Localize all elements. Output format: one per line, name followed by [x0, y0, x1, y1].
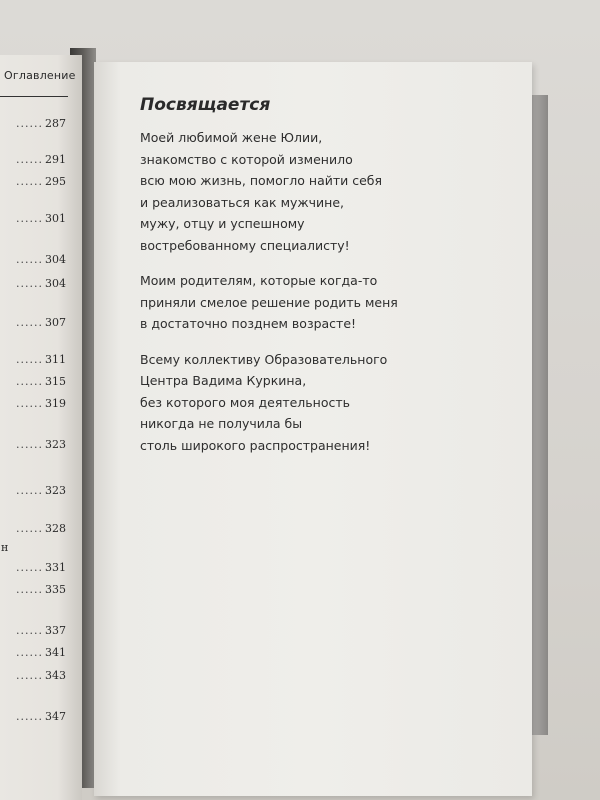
- header-rule: [0, 96, 68, 97]
- toc-entry: [0, 397, 66, 410]
- toc-entry: [0, 212, 66, 225]
- toc-entry: [0, 353, 66, 366]
- toc-page-number: 343: [45, 669, 66, 682]
- dedication-line: востребованному специалисту!: [140, 237, 350, 253]
- toc-page-number: 335: [45, 583, 66, 596]
- toc-entry: [0, 646, 66, 659]
- toc-leader: ......: [16, 277, 43, 290]
- toc-entry: [0, 277, 66, 290]
- toc-page-number: 347: [45, 710, 66, 723]
- toc-header: Оглавление: [4, 69, 76, 82]
- toc-line-fragment: н: [1, 541, 9, 554]
- toc-leader: ......: [16, 117, 43, 130]
- toc-page-number: 319: [45, 397, 66, 410]
- toc-entry: [0, 583, 66, 596]
- toc-leader: ......: [16, 353, 43, 366]
- dedication-line: без которого моя деятельность: [140, 394, 351, 410]
- toc-entry: [0, 522, 66, 535]
- toc-leader: ......: [16, 646, 43, 659]
- dedication-line: знакомство с которой изменило: [140, 151, 353, 167]
- toc-leader: ......: [16, 397, 43, 410]
- toc-page-number: 295: [45, 175, 66, 188]
- toc-leader: ......: [16, 253, 43, 266]
- toc-leader: ......: [16, 175, 43, 188]
- toc-page-number: 304: [45, 277, 66, 290]
- toc-leader: ......: [16, 710, 43, 723]
- toc-entry: [0, 253, 66, 266]
- dedication-line: в достаточно позднем возрасте!: [140, 316, 357, 331]
- toc-page-number: 307: [45, 316, 66, 329]
- dedication-block: [140, 95, 430, 470]
- toc-leader: ......: [16, 375, 43, 388]
- toc-page-number: 311: [45, 353, 66, 366]
- dedication-line: Моей любимой жене Юлии,: [140, 130, 323, 145]
- dedication-line: Моим родителям, которые когда-то: [140, 273, 378, 288]
- toc-page-number: 287: [45, 117, 66, 130]
- dedication-paragraph: [140, 349, 430, 457]
- toc-page-number: 301: [45, 212, 66, 225]
- dedication-line: Центра Вадима Куркина,: [140, 373, 307, 388]
- toc-entry: [0, 624, 66, 637]
- toc-leader: ......: [16, 212, 43, 225]
- toc-entry: [0, 438, 66, 451]
- toc-leader: ......: [16, 669, 43, 682]
- dedication-title: Посвящается: [140, 95, 271, 115]
- toc-leader: ......: [16, 522, 43, 535]
- toc-entry: [0, 175, 66, 188]
- toc-leader: ......: [16, 583, 43, 596]
- toc-page-number: 304: [45, 253, 66, 266]
- toc-leader: ......: [16, 484, 43, 497]
- dedication-line: приняли смелое решение родить меня: [140, 294, 398, 310]
- toc-leader: ......: [16, 316, 43, 329]
- toc-page-number: 323: [45, 438, 66, 451]
- toc-page-number: 328: [45, 522, 66, 535]
- dedication-line: мужу, отцу и успешному: [140, 216, 305, 231]
- dedication-line: столь широкого распространения!: [140, 437, 371, 453]
- toc-leader: ......: [16, 438, 43, 451]
- toc-page-number: 331: [45, 561, 66, 574]
- toc-entry: [0, 316, 66, 329]
- toc-entry: [0, 375, 66, 388]
- toc-page-number: 323: [45, 484, 66, 497]
- toc-entry: [0, 484, 66, 497]
- toc-page-number: 291: [45, 153, 66, 166]
- left-page: [0, 55, 82, 800]
- dedication-line: никогда не получила бы: [140, 416, 303, 431]
- dedication-line: и реализоваться как мужчине,: [140, 194, 344, 210]
- toc-entry: [0, 117, 66, 130]
- dedication-paragraph: [140, 270, 430, 335]
- dedication-line: Всему коллективу Образовательного: [140, 351, 388, 367]
- dedication-paragraph: [140, 127, 430, 256]
- toc-page-number: 315: [45, 375, 66, 388]
- toc-leader: ......: [16, 561, 43, 574]
- toc-leader: ......: [16, 153, 43, 166]
- toc-entry: [0, 710, 66, 723]
- toc-entry: [0, 669, 66, 682]
- toc-page-number: 337: [45, 624, 66, 637]
- toc-entry: [0, 561, 66, 574]
- toc-leader: ......: [16, 624, 43, 637]
- toc-page-number: 341: [45, 646, 66, 659]
- dedication-line: всю мою жизнь, помогло найти себя: [140, 173, 383, 188]
- toc-entry: [0, 153, 66, 166]
